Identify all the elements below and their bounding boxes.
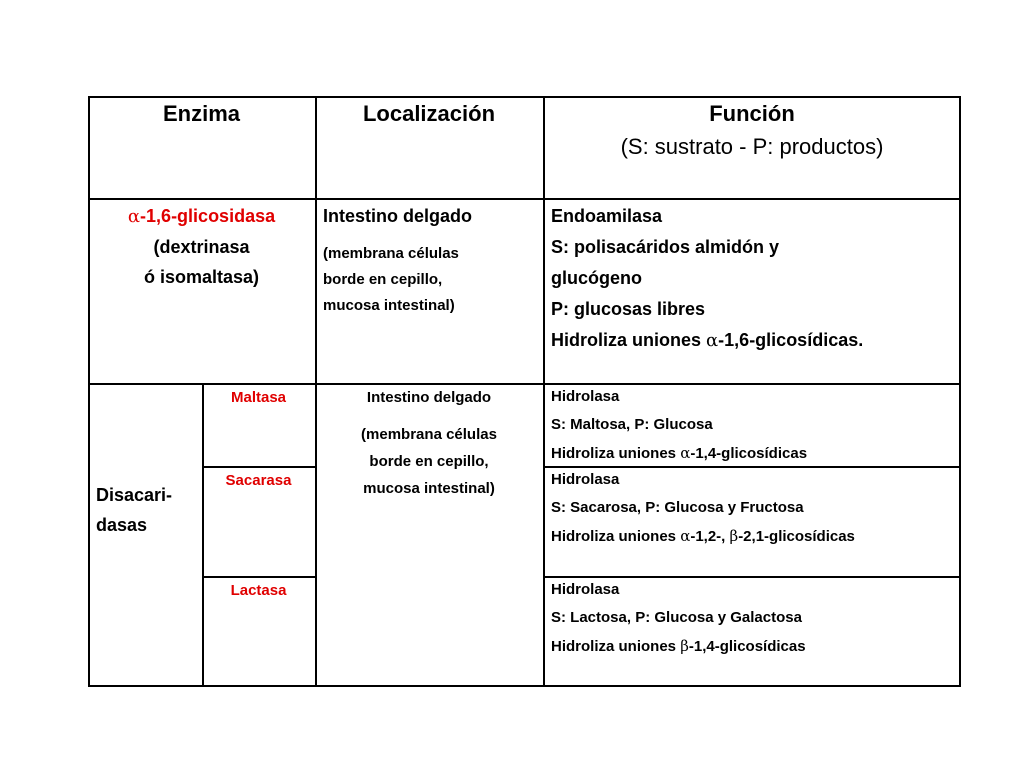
row1-location-detail-1: (membrana células <box>323 245 459 262</box>
row1-location-detail-3: mucosa intestinal) <box>323 297 455 314</box>
row1-enzyme-alt-2: ó isomaltasa) <box>143 267 260 287</box>
alpha-symbol: α <box>706 330 719 351</box>
maltasa-function-2: S: Maltosa, P: Glucosa <box>551 416 713 433</box>
disacaridasas-location <box>315 384 543 502</box>
table-border-col2 <box>543 96 545 686</box>
beta-symbol: β <box>729 527 739 545</box>
sacarasa-function-3: Hidroliza uniones α-1,2-, β-2,1-glicosídicas <box>551 527 855 545</box>
disacaridasas-location-detail-1: (membrana células <box>361 426 497 443</box>
sacarasa-function <box>551 466 957 551</box>
alpha-symbol: α <box>680 527 691 545</box>
maltasa-function-3: Hidroliza uniones α-1,4-glicosídicas <box>551 444 808 462</box>
maltasa-function <box>551 383 957 468</box>
row1-function-4: P: glucosas libres <box>551 299 706 319</box>
disacaridasas-location-main: Intestino delgado <box>366 389 492 406</box>
enzyme-table <box>88 96 961 686</box>
lactasa-function-2: S: Lactosa, P: Glucosa y Galactosa <box>551 609 802 626</box>
table-border-subcol <box>202 383 204 686</box>
row1-enzyme-name: α-1,6-glicosidasa <box>127 206 276 227</box>
header-funcion <box>543 98 961 164</box>
row1-function-5: Hidroliza uniones α-1,6-glicosídicas. <box>551 330 864 351</box>
alpha-symbol: α <box>680 444 691 462</box>
header-localizacion: Localización <box>362 101 496 126</box>
header-enzima: Enzima <box>162 101 241 126</box>
row1-function-3: glucógeno <box>551 268 642 288</box>
row1-enzyme-alt-1: (dextrinasa <box>153 237 250 257</box>
lactasa-function-1: Hidrolasa <box>551 581 620 598</box>
maltasa-function-1: Hidrolasa <box>551 388 620 405</box>
row1-location <box>323 201 541 319</box>
row1-enzyme <box>88 201 315 292</box>
table-border-bottom <box>88 685 961 687</box>
row1-function-2: S: polisacáridos almidón y <box>551 237 780 257</box>
enzyme-maltasa: Maltasa <box>230 389 287 406</box>
sacarasa-function-1: Hidrolasa <box>551 471 620 488</box>
lactasa-function <box>551 576 957 661</box>
group-line-1: Disacari- <box>96 485 173 505</box>
row1-function-1: Endoamilasa <box>551 206 663 226</box>
alpha-symbol: α <box>127 206 141 227</box>
beta-symbol: β <box>680 637 689 655</box>
disacaridasas-group <box>96 480 200 540</box>
row1-location-main: Intestino delgado <box>323 206 473 226</box>
disacaridasas-location-detail-3: mucosa intestinal) <box>363 480 495 497</box>
enzyme-sacarasa: Sacarasa <box>225 472 292 489</box>
disacaridasas-location-detail-2: borde en cepillo, <box>369 453 489 470</box>
group-line-2: dasas <box>96 515 148 535</box>
header-funcion-title: Función <box>709 101 795 126</box>
enzyme-lactasa: Lactasa <box>230 582 287 599</box>
row1-function <box>551 201 957 356</box>
table-border-right <box>959 96 961 686</box>
table-border-left <box>88 96 90 686</box>
lactasa-function-3: Hidroliza uniones β-1,4-glicosídicas <box>551 637 806 655</box>
sacarasa-function-2: S: Sacarosa, P: Glucosa y Fructosa <box>551 499 804 516</box>
header-funcion-subtitle: (S: sustrato - P: productos) <box>620 134 884 159</box>
row1-location-detail-2: borde en cepillo, <box>323 271 443 288</box>
table-border-header <box>88 198 961 200</box>
